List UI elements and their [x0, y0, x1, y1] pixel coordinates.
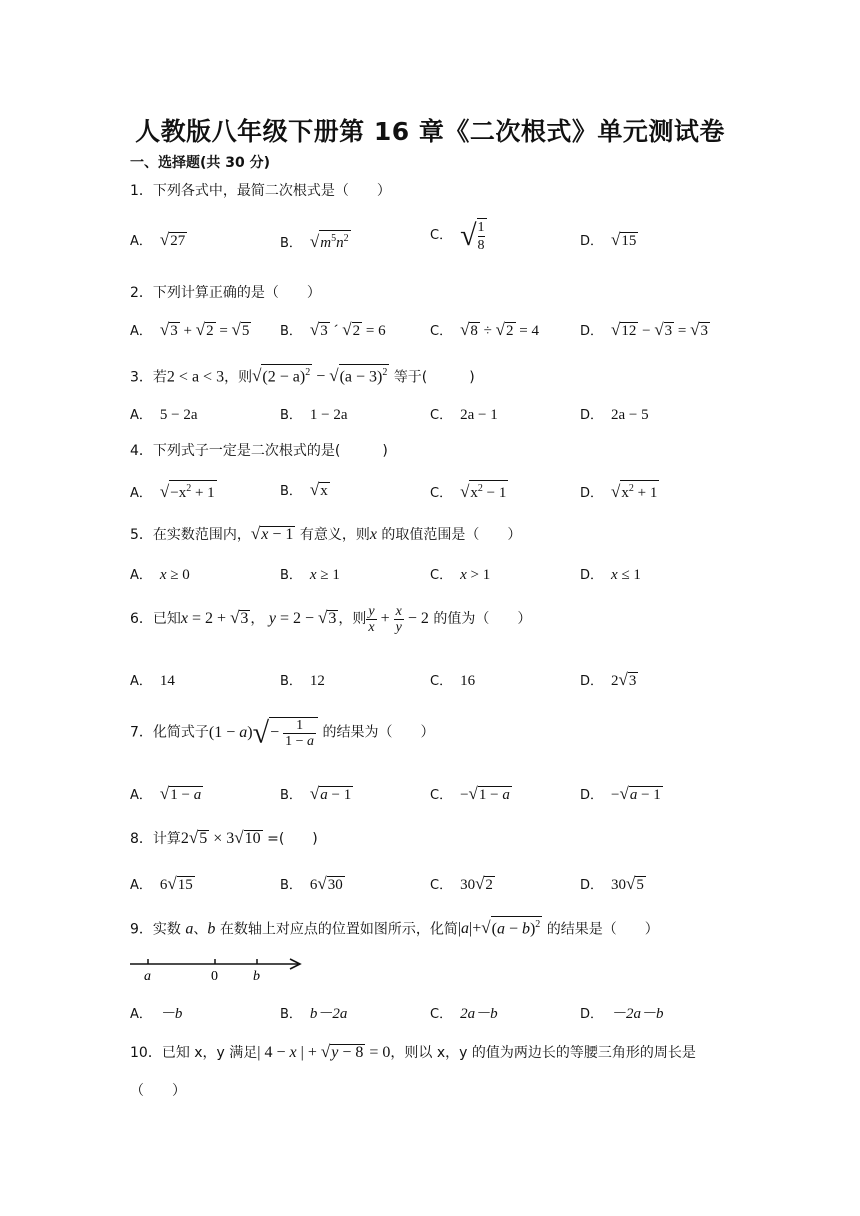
- q9-option-c: C． 2a－b: [430, 1006, 498, 1022]
- q2-option-a: A． √3 + √2 = √5: [130, 320, 250, 339]
- q6-option-c: C． 16: [430, 673, 476, 689]
- question-7: 7．化简式子(1 − a)√− $\frac{1}{1 - a}$ 的结果为（ ）: [130, 716, 435, 749]
- question-3: 3．若2 < a < 3，则$√(2 - a)^2 - √(a - 3)^2$ 等于( ): [130, 364, 475, 386]
- q5-option-b: B． x ≥ 1: [280, 567, 340, 583]
- question-6: 6．已知x = 2 + √3 ， y = 2 − √3 ，则 $\frac{y}{x}$ + $\frac{x}{y}$ − 2 的值为（ ）: [130, 604, 532, 635]
- q1-option-d: D． √15: [580, 230, 637, 249]
- q5-option-c: C． x > 1: [430, 567, 491, 583]
- q3-option-b: B． 1 − 2a: [280, 407, 348, 423]
- q1-option-b: B． $√m^5n^2$: [280, 232, 349, 251]
- q5-option-d: D． x ≤ 1: [580, 567, 641, 583]
- label-zero: 0: [211, 969, 218, 984]
- q2-option-d: D． √12 − √3 = √3: [580, 320, 708, 339]
- question-10-line2: （ ）: [130, 1083, 186, 1099]
- section-heading: 一、选择题(共 30 分): [130, 155, 271, 171]
- q7-option-d: D． −√a − 1: [580, 784, 661, 803]
- question-9: 9．实数 a、b 在数轴上对应点的位置如图所示，化简$|a|+√(a - b)^2$ 的结果是（ ）: [130, 916, 659, 938]
- q9-option-b: B． b－2a: [280, 1006, 348, 1022]
- question-8: 8．计算2√5 × 3√10 =( ): [130, 828, 318, 847]
- q8-option-c: C． 30√2: [430, 874, 493, 893]
- q3-option-c: C． 2a − 1: [430, 407, 498, 423]
- q4-option-c: C． $√x^2 - 1$: [430, 482, 507, 501]
- q3-option-a: A． 5 − 2a: [130, 407, 198, 423]
- q7-option-a: A． √1 − a: [130, 784, 202, 803]
- q1-option-c: C． √ $\frac{1}{8}$: [430, 219, 485, 253]
- q2-option-c: C． √8 ÷ √2 = 4: [430, 320, 539, 339]
- question-1: 1．下列各式中，最简二次根式是（ ）: [130, 183, 391, 199]
- q4-option-a: A． $√-x^2 + 1$: [130, 482, 215, 501]
- question-5: 5．在实数范围内，√x − 1 有意义，则x 的取值范围是（ ）: [130, 524, 522, 543]
- q4-option-b: B． √x: [280, 480, 328, 499]
- question-4: 4．下列式子一定是二次根式的是( ): [130, 443, 388, 459]
- q7-option-c: C． −√1 − a: [430, 784, 510, 803]
- question-2: 2．下列计算正确的是（ ）: [130, 285, 321, 301]
- q3-option-d: D． 2a − 5: [580, 407, 649, 423]
- q2-option-b: B． √3 ´ √2 = 6: [280, 320, 386, 339]
- q7-option-b: B． √a − 1: [280, 784, 352, 803]
- label-b: b: [253, 969, 260, 984]
- q8-option-a: A． 6√15: [130, 874, 193, 893]
- page-title: 人教版八年级下册第 16 章《二次根式》单元测试卷: [135, 117, 725, 146]
- q8-option-d: D． 30√5: [580, 874, 644, 893]
- q9-option-d: D． －2a－b: [580, 1006, 664, 1022]
- q4-option-d: D． $√x^2 + 1$: [580, 482, 658, 501]
- label-a: a: [144, 969, 151, 984]
- number-line-figure: [130, 956, 310, 986]
- q6-option-d: D． 2√3: [580, 670, 637, 689]
- q6-option-a: A． 14: [130, 673, 175, 689]
- q9-option-a: A． －b: [130, 1006, 183, 1022]
- q6-option-b: B． 12: [280, 673, 325, 689]
- q1-option-a: A． √27: [130, 230, 186, 249]
- q8-option-b: B． 6√30: [280, 874, 343, 893]
- question-10: 10．已知 x，y 满足| 4 − x | + √y − 8 = 0，则以 x，y 的值为两边长的等腰三角形的周长是: [130, 1042, 696, 1061]
- q5-option-a: A． x ≥ 0: [130, 567, 190, 583]
